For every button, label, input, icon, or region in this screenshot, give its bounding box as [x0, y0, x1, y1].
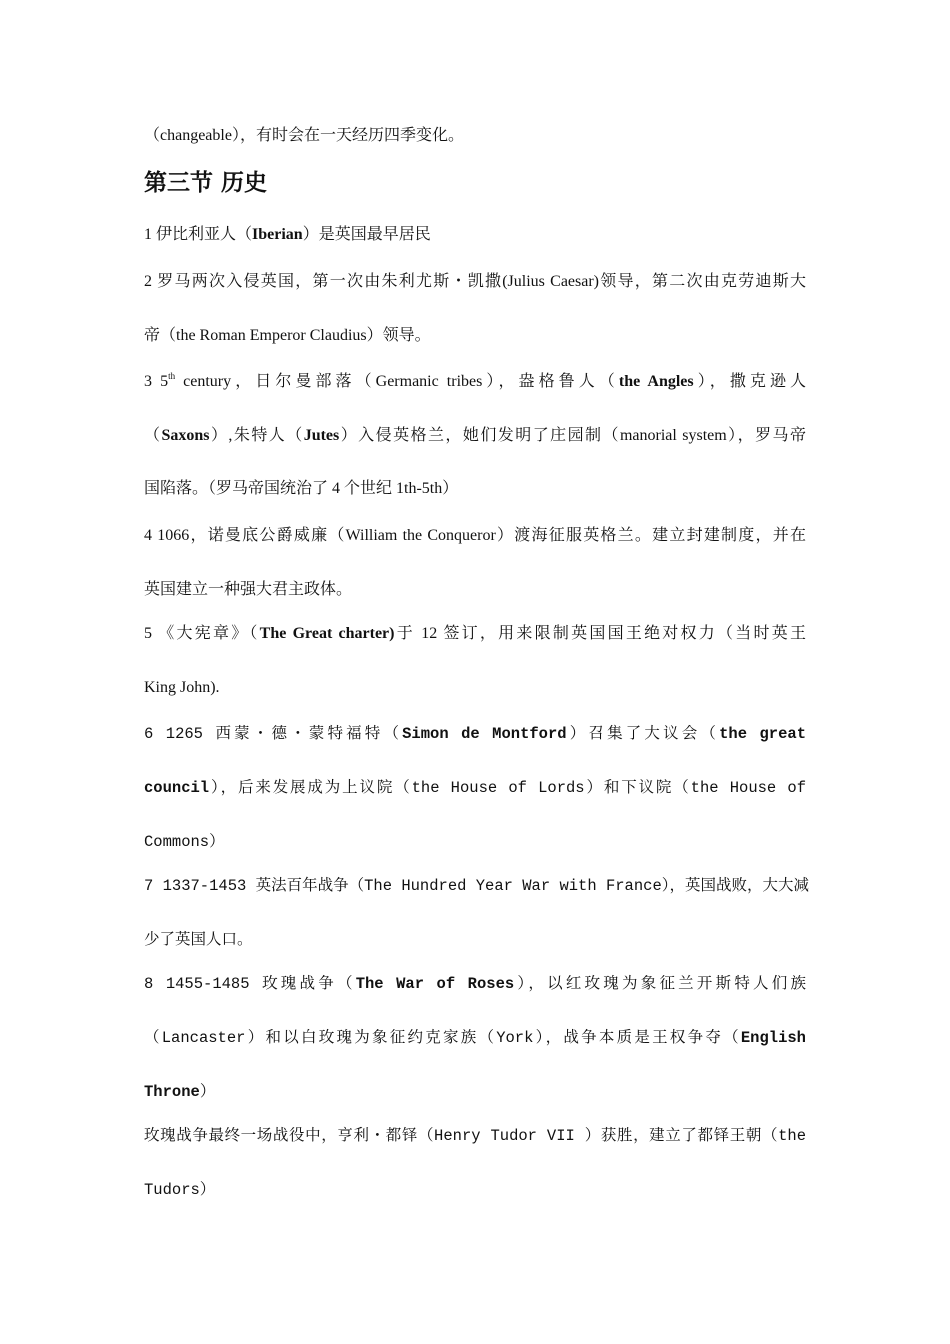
history-item-6-line-2: council），后来发展成为上议院（the House of Lords）和下议院（the House of	[144, 779, 806, 797]
history-item-6-line-3: Commons）	[144, 833, 225, 851]
history-item-3-line-2: （Saxons）,朱特人（Jutes）入侵英格兰，她们发明了庄园制（manorial system），罗马帝	[144, 427, 806, 444]
section-title: 第三节 历史	[144, 170, 268, 196]
history-item-4-line-1: 4 1066，诺曼底公爵威廉（William the Conqueror）渡海征服英格兰。建立封建制度，并在	[144, 527, 806, 544]
intro-line: （changeable），有时会在一天经历四季变化。	[144, 127, 464, 144]
history-item-8-line-4: 玫瑰战争最终一场战役中，亨利・都铎（Henry Tudor VII ）获胜，建立了都铎王朝（the	[144, 1127, 806, 1145]
history-item-4-line-2: 英国建立一种强大君主政体。	[144, 581, 353, 598]
history-item-8-line-3: Throne）	[144, 1083, 216, 1101]
history-item-2-line-1: 2 罗马两次入侵英国，第一次由朱利尤斯・凯撒(Julius Caesar)领导，第二次由克劳迪斯大	[144, 273, 806, 290]
history-item-8-line-1: 8 1455-1485 玫瑰战争（The War of Roses），以红玫瑰为象征兰开斯特人们族	[144, 975, 806, 993]
history-item-7-line-1: 7 1337-1453 英法百年战争（The Hundred Year War with France），英国战败，大大减	[144, 877, 810, 895]
history-item-2-line-2: 帝（the Roman Emperor Claudius）领导。	[144, 327, 431, 344]
history-item-3-line-1: 3 5th century，日尔曼部落（Germanic tribes），盎格鲁人（the Angles），撒克逊人	[144, 371, 807, 390]
history-item-8-line-5: Tudors）	[144, 1181, 216, 1199]
history-item-3-line-3: 国陷落。（罗马帝国统治了 4 个世纪 1th-5th）	[144, 480, 459, 497]
history-item-5-line-2: King John).	[144, 679, 220, 696]
history-item-1-line-1: 1 伊比利亚人（Iberian）是英国最早居民	[144, 226, 431, 243]
history-item-7-line-2: 少了英国人口。	[144, 931, 253, 949]
history-item-6-line-1: 6 1265 西蒙・德・蒙特福特（Simon de Montford）召集了大议会（the great	[144, 725, 806, 743]
history-item-5-line-1: 5 《大宪章》（The Great charter)于 12 签订，用来限制英国国王绝对权力（当时英王	[144, 625, 806, 642]
history-item-8-line-2: （Lancaster）和以白玫瑰为象征约克家族（York），战争本质是王权争夺（English	[144, 1029, 806, 1047]
